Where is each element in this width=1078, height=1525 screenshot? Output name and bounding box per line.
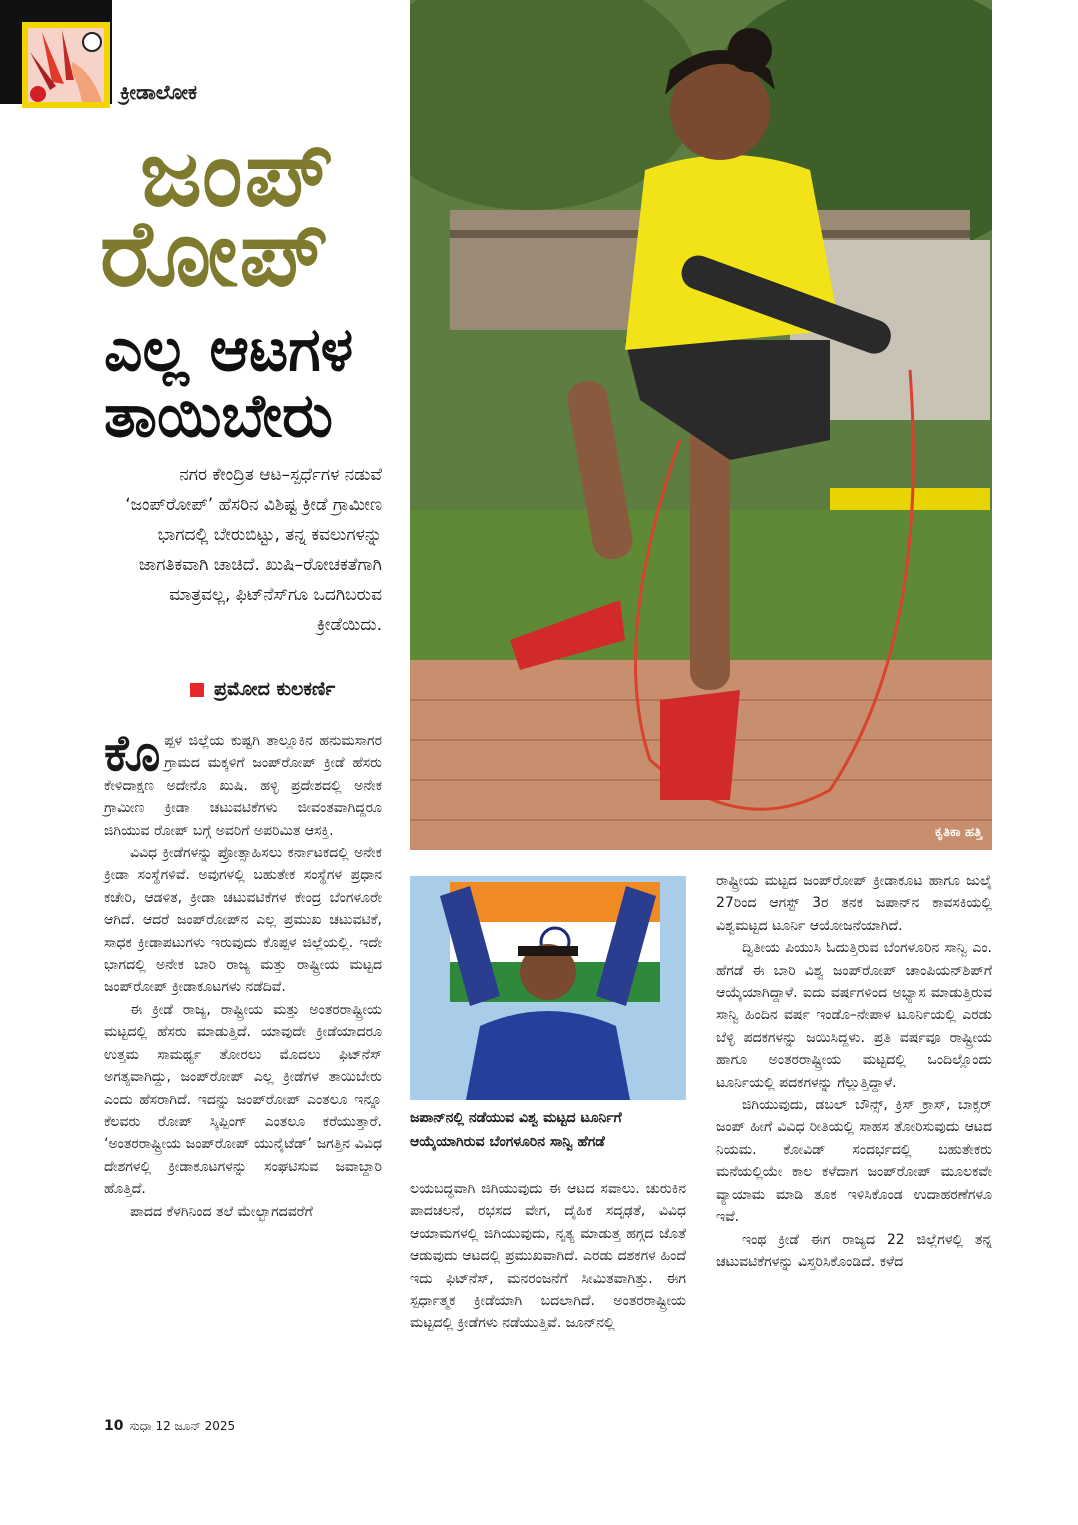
byline bbox=[190, 678, 335, 700]
article-column-3 bbox=[716, 870, 992, 1273]
page-footer bbox=[104, 1418, 235, 1434]
article-paragraph: ದ್ವಿತೀಯ ಪಿಯುಸಿ ಓದುತ್ತಿರುವ ಬೆಂಗಳೂರಿನ ಸಾನ್ವಿ ಎಂ. ಹೆಗಡೆ ಈ ಬಾರಿ ವಿಶ್ವ ಜಂಪ್‌ರೋಪ್ ಚಾಂಪಿಯನ್‌ಶಿಪ್‌ಗೆ ಆಯ್ಕೆಯಾಗಿದ್ದಾಳೆ. ಐದು ವರ್ಷಗಳಿಂದ ಅಭ್ಯಾಸ ಮಾಡುತ್ತಿರುವ ಸಾನ್ವಿ ಹಿಂದಿನ ವರ್ಷ ಇಂಡೊ–ನೇಪಾಳ ಟೂರ್ನಿಯಲ್ಲಿ ಎರಡು ಬೆಳ್ಳಿ ಪದಕಗಳನ್ನು ಜಯಿಸಿದ್ದಳು. ಪ್ರತಿ ವರ್ಷವೂ ರಾಷ್ಟ್ರೀಯ ಹಾಗೂ ಅಂತರರಾಷ್ಟ್ರೀಯ ಮಟ್ಟದಲ್ಲಿ ಒಂದಿಲ್ಲೊಂದು ಟೂರ್ನಿಯಲ್ಲಿ ಪದಕಗಳನ್ನು ಗೆಲ್ಲುತ್ತಿದ್ದಾಳೆ. bbox=[716, 940, 992, 1091]
main-photo bbox=[410, 0, 992, 850]
page-number: 10 bbox=[104, 1418, 124, 1434]
headline-title-line2: ರೋಪ್ bbox=[100, 200, 331, 307]
article-paragraph: ವಿವಿಧ ಕ್ರೀಡೆಗಳನ್ನು ಪ್ರೋತ್ಸಾಹಿಸಲು ಕರ್ನಾಟಕದಲ್ಲಿ ಅನೇಕ ಕ್ರೀಡಾ ಸಂಸ್ಥೆಗಳಿವೆ. ಅವುಗಳಲ್ಲಿ ಬಹುತೇಕ ಸಂಸ್ಥೆಗಳ ಪ್ರಧಾನ ಕಚೇರಿ, ಆಡಳಿತ, ಕ್ರೀಡಾ ಚಟುವಟಿಕೆಗಳ ಕೇಂದ್ರ ಬೆಂಗಳೂರೇ ಆಗಿದೆ. ಆದರೆ ಜಂಪ್‌ರೋಪ್‌ನ ಎಲ್ಲ ಪ್ರಮುಖ ಚಟುವಟಿಕೆ, ಸಾಧಕ ಕ್ರೀಡಾಪಟುಗಳು ಇರುವುದು ಕೊಪ್ಪಳ ಜಿಲ್ಲೆಯಲ್ಲಿ. ಇದೇ ಭಾಗದಲ್ಲಿ ಅನೇಕ ಬಾರಿ ರಾಜ್ಯ ಮತ್ತು ರಾಷ್ಟ್ರೀಯ ಮಟ್ಟದ ಜಂಪ್‌ರೋಪ್ ಕ್ರೀಡಾಕೂಟಗಳು ನಡೆದಿವೆ. bbox=[104, 845, 382, 996]
headline-title-line1: ಜಂಪ್ bbox=[140, 120, 336, 227]
issue-info: ಸುಧಾ 12 ಜೂನ್ 2025 bbox=[129, 1419, 236, 1433]
headline-subtitle-line1: ಎಲ್ಲ ಆಟಗಳ bbox=[104, 315, 354, 385]
article-paragraph: ಇಂಥ ಕ್ರೀಡೆ ಈಗ ರಾಜ್ಯದ 22 ಜಿಲ್ಲೆಗಳಲ್ಲಿ ತನ್ನ ಚಟುವಟಿಕೆಗಳನ್ನು ವಿಸ್ತರಿಸಿಕೊಂಡಿದೆ. ಕಳೆದ bbox=[716, 1231, 992, 1270]
article-paragraph: ಈ ಕ್ರೀಡೆ ರಾಜ್ಯ, ರಾಷ್ಟ್ರೀಯ ಮತ್ತು ಅಂತರರಾಷ್ಟ್ರೀಯ ಮಟ್ಟದಲ್ಲಿ ಹೆಸರು ಮಾಡುತ್ತಿದೆ. ಯಾವುದೇ ಕ್ರೀಡೆಯಾದರೂ ಉತ್ತಮ ಸಾಮರ್ಥ್ಯ ತೋರಲು ಮೊದಲು ಫಿಟ್‌ನೆಸ್ ಅಗತ್ಯವಾಗಿದ್ದು, ಜಂಪ್‌ರೋಪ್ ಎಲ್ಲ ಕ್ರೀಡೆಗಳ ತಾಯಿಬೇರು ಎಂದು ಹೆಸರಾಗಿದೆ. ಇದನ್ನು ಜಂಪ್‌ರೋಪ್ ಎಂತಲೂ ಇನ್ನೂ ಕೆಲವರು ರೋಪ್ ಸ್ಕಿಪ್ಪಿಂಗ್ ಎಂತಲೂ ಕರೆಯುತ್ತಾರೆ. ‘ಅಂತರರಾಷ್ಟ್ರೀಯ ಜಂಪ್‌ರೋಪ್ ಯುನೈಟೆಡ್’ ಜಗತ್ತಿನ ವಿವಿಧ ದೇಶಗಳಲ್ಲಿ ಕ್ರೀಡಾಕೂಟಗಳನ್ನು ಸಂಘಟಿಸುವ ಜವಾಬ್ದಾರಿ ಹೊತ್ತಿದೆ. bbox=[104, 1001, 382, 1198]
article-paragraph: ಜಿಗಿಯುವುದು, ಡಬಲ್ ಬೌನ್ಸ್, ಕ್ರಿಸ್ ಕ್ರಾಸ್, ಬಾಕ್ಸರ್ ಜಂಪ್ ಹೀಗೆ ವಿವಿಧ ರೀತಿಯಲ್ಲಿ ಸಾಹಸ ತೋರಿಸುವುದು ಆಟದ ನಿಯಮ. ಕೋವಿಡ್ ಸಂದರ್ಭದಲ್ಲಿ ಬಹುತೇಕರು ಮನೆಯಲ್ಲಿಯೇ ಕಾಲ ಕಳೆದಾಗ ಜಂಪ್‌ರೋಪ್ ಮೂಲಕವೇ ವ್ಯಾಯಾಮ ಮಾಡಿ ತೂಕ ಇಳಿಸಿಕೊಂಡ ಉದಾಹರಣೆಗಳೂ ಇವೆ. bbox=[716, 1097, 992, 1226]
inset-photo-caption: ಜಪಾನ್‌ನಲ್ಲಿ ನಡೆಯುವ ವಿಶ್ವ ಮಟ್ಟದ ಟೂರ್ನಿಗೆ ಆಯ್ಕೆಯಾಗಿರುವ ಬೆಂಗಳೂರಿನ ಸಾನ್ವಿ ಹೆಗಡೆ bbox=[410, 1110, 622, 1150]
byline-marker bbox=[190, 683, 204, 697]
article-paragraph: ಕೊಪ್ಪಳ ಜಿಲ್ಲೆಯ ಕುಷ್ಟಗಿ ತಾಲ್ಲೂಕಿನ ಹನುಮಸಾಗರ ಗ್ರಾಮದ ಮಕ್ಕಳಿಗೆ ಜಂಪ್‌ರೋಪ್ ಕ್ರೀಡೆ ಹೆಸರು ಕೇಳಿದಾಕ್ಷಣ ಅದೇನೊ ಖುಷಿ. ಹಳ್ಳಿ ಪ್ರದೇಶದಲ್ಲಿ ಅನೇಕ ಗ್ರಾಮೀಣ ಕ್ರೀಡಾ ಚಟುವಟಿಕೆಗಳು ಜೀವಂತವಾಗಿದ್ದರೂ ಜಿಗಿಯುವ ರೋಪ್ ಬಗ್ಗೆ ಅವರಿಗೆ ಅಪರಿಮಿತ ಆಸಕ್ತಿ. bbox=[104, 724, 382, 839]
article-paragraph: ಪಾದದ ಕೆಳಗಿನಿಂದ ತಲೆ ಮೇಲ್ಭಾಗದವರೆಗೆ bbox=[130, 1203, 313, 1220]
article-paragraph: ರಾಷ್ಟ್ರೀಯ ಮಟ್ಟದ ಜಂಪ್‌ರೋಪ್ ಕ್ರೀಡಾಕೂಟ ಹಾಗೂ ಜುಲೈ 27ರಿಂದ ಆಗಸ್ಟ್ 3ರ ತನಕ ಜಪಾನ್‌ನ ಕಾವಸಕಿಯಲ್ಲಿ ವಿಶ್ವಮಟ್ಟದ ಟೂರ್ನಿ ಆಯೋಜನೆಯಾಗಿದೆ. bbox=[716, 873, 992, 934]
sports-cricket-logo-icon bbox=[22, 22, 110, 108]
article-column-2 bbox=[410, 1178, 686, 1335]
article-paragraph: ಲಯಬದ್ಧವಾಗಿ ಜಿಗಿಯುವುದು ಈ ಆಟದ ಸವಾಲು. ಚುರುಕಿನ ಪಾದಚಲನೆ, ರಭಸದ ವೇಗ, ದೈಹಿಕ ಸದೃಢತೆ, ವಿವಿಧ ಆಯಾಮಗಳಲ್ಲಿ ಜಿಗಿಯುವುದು, ನೃತ್ಯ ಮಾಡುತ್ತ ಹಗ್ಗದ ಜೊತೆ ಆಡುವುದು ಆಟದಲ್ಲಿ ಪ್ರಮುಖವಾಗಿದೆ. ಎರಡು ದಶಕಗಳ ಹಿಂದೆ ಇದು ಫಿಟ್‌ನೆಸ್, ಮನರಂಜನೆಗೆ ಸೀಮಿತವಾಗಿತ್ತು. ಈಗ ಸ್ಪರ್ಧಾತ್ಮಕ ಕ್ರೀಡೆಯಾಗಿ ಬದಲಾಗಿದೆ. ಅಂತರರಾಷ್ಟ್ರೀಯ ಮಟ್ಟದಲ್ಲಿ ಕ್ರೀಡೆಗಳು ನಡೆಯುತ್ತಿವೆ. ಜೂನ್‌ನಲ್ಲಿ bbox=[410, 1181, 686, 1332]
article-column-1 bbox=[104, 724, 382, 1223]
headline-subtitle-line2: ತಾಯಿಬೇರು bbox=[104, 381, 333, 451]
dropcap: ಕೊ bbox=[104, 724, 161, 782]
intro-standfirst: ನಗರ ಕೇಂದ್ರಿತ ಆಟ–ಸ್ಪರ್ಧೆಗಳ ನಡುವೆ ‘ಜಂಪ್‌ರೋಪ್’ ಹೆಸರಿನ ವಿಶಿಷ್ಟ ಕ್ರೀಡೆ ಗ್ರಾಮೀಣ ಭಾಗದಲ್ಲಿ ಬೇರುಬಿಟ್ಟು, ತನ್ನ ಕವಲುಗಳನ್ನು ಜಾಗತಿಕವಾಗಿ ಚಾಚಿದೆ. ಖುಷಿ–ರೋಚಕತೆಗಾಗಿ ಮಾತ್ರವಲ್ಲ, ಫಿಟ್‌ನೆಸ್‌ಗೂ ಒದಗಿಬರುವ ಕ್ರೀಡೆಯಿದು. bbox=[125, 465, 382, 635]
section-label: ಕ್ರೀಡಾಲೋಕ bbox=[120, 80, 198, 104]
inset-photo bbox=[410, 876, 686, 1100]
byline-author: ಪ್ರಮೋದ ಕುಲಕರ್ಣಿ bbox=[214, 678, 336, 700]
photo-credit: ಕೃತಿಕಾ ಹತ್ತಿ bbox=[934, 825, 982, 840]
